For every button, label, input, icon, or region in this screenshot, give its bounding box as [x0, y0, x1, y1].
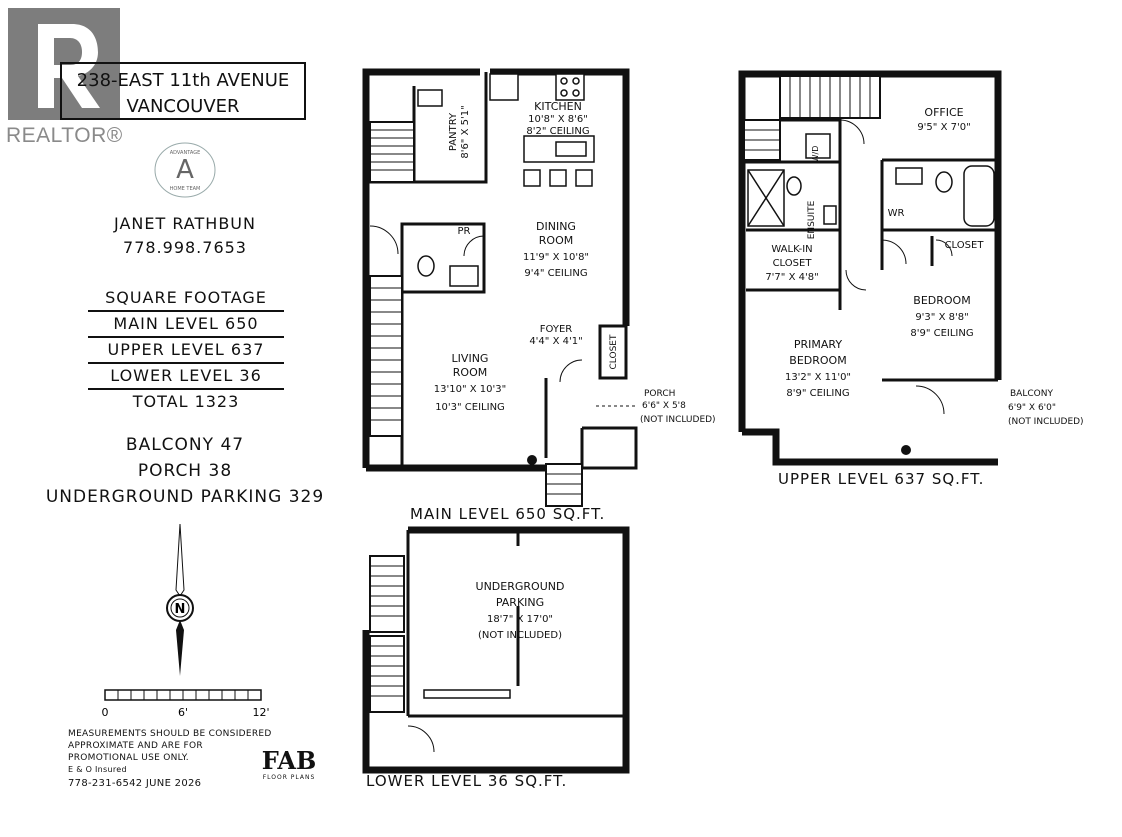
disclaimer-line-3: PROMOTIONAL USE ONLY. — [68, 753, 189, 763]
lower-level-labels — [476, 580, 565, 641]
extra-parking: UNDERGROUND PARKING 329 — [45, 487, 325, 507]
living-ceiling: 10'3" CEILING — [435, 402, 505, 413]
primary-dims: 13'2" X 11'0" — [784, 372, 852, 383]
address-line-2: VANCOUVER — [126, 96, 240, 117]
square-footage-table — [88, 286, 284, 414]
wr-label: WR — [887, 208, 905, 219]
kitchen-name: KITCHEN — [534, 100, 582, 113]
porch-note: (NOT INCLUDED) — [640, 415, 716, 425]
realtor-wordmark: REALTOR® — [6, 124, 123, 147]
balcony-dims: 6'9" X 6'0" — [1008, 403, 1057, 413]
advantage-home-team-logo — [150, 140, 220, 200]
parking-bumper — [424, 690, 510, 698]
team-logo-top: ADVANTAGE — [169, 150, 201, 156]
upper-level-plan — [736, 70, 1122, 490]
dining-name-2: ROOM — [538, 234, 574, 247]
fab-logo-name: FAB — [261, 746, 317, 775]
disclaimer-line-4: E & O Insured — [68, 765, 127, 774]
lower-level-stairs — [370, 556, 404, 712]
scale-bar — [95, 686, 275, 722]
primary-name-2: BEDROOM — [789, 354, 847, 367]
kitchen-ceiling: 8'2" CEILING — [526, 126, 590, 137]
sqft-total: TOTAL 1323 — [132, 392, 240, 411]
washer-dryer-label: W/D — [811, 145, 820, 163]
parking-name-1: UNDERGROUND — [475, 580, 565, 593]
primary-name-1: PRIMARY — [793, 338, 843, 351]
parking-dims: 18'7" X 17'0" — [486, 614, 554, 625]
fab-logo-subtitle: FLOOR PLANS — [262, 774, 316, 781]
pantry-name: PANTRY — [448, 112, 459, 152]
dining-ceiling: 9'4" CEILING — [524, 268, 588, 279]
address-box — [60, 62, 306, 120]
disclaimer-line-5: 778-231-6542 JUNE 2026 — [68, 778, 202, 789]
lower-level-plan — [360, 526, 640, 774]
foyer-closet-label: CLOSET — [609, 334, 619, 370]
address-line-1: 238-EAST 11th AVENUE — [76, 70, 290, 91]
agent-name: JANET RATHBUN — [114, 214, 256, 233]
upper-level-title: UPPER LEVEL 637 SQ.FT. — [778, 470, 985, 488]
kitchen-dims: 10'8" X 8'6" — [528, 114, 588, 125]
powder-room-label: PR — [457, 226, 471, 237]
primary-ceiling: 8'9" CEILING — [786, 388, 850, 399]
disclaimer-line-1: MEASUREMENTS SHOULD BE CONSIDERED — [68, 729, 272, 739]
disclaimer-line-2: APPROXIMATE AND ARE FOR — [68, 741, 203, 751]
extra-porch: PORCH 38 — [137, 461, 233, 481]
walkin-name-2: CLOSET — [772, 258, 812, 269]
lower-level-title: LOWER LEVEL 36 SQ.FT. — [366, 772, 568, 790]
living-name-1: LIVING — [451, 352, 489, 365]
main-level-plan — [360, 66, 760, 526]
sqft-lower: LOWER LEVEL 36 — [88, 364, 284, 390]
foyer-name: FOYER — [539, 324, 573, 335]
main-level-column-dot — [527, 455, 537, 465]
dining-dims: 11'9" X 10'8" — [522, 252, 590, 263]
sqft-main: MAIN LEVEL 650 — [88, 312, 284, 338]
scale-tick-6: 6' — [177, 706, 189, 719]
office-name: OFFICE — [924, 106, 964, 119]
upper-level-column-dot — [901, 445, 911, 455]
pantry-dims: 8'6" X 5'1" — [460, 105, 471, 159]
sqft-heading: SQUARE FOOTAGE — [88, 286, 284, 312]
agent-phone: 778.998.7653 — [123, 238, 247, 257]
bedroom-dims: 9'3" X 8'8" — [915, 312, 969, 323]
porch-dims: 6'6" X 5'8 — [642, 401, 686, 411]
extra-balcony: BALCONY 47 — [125, 435, 245, 455]
bedroom-name: BEDROOM — [913, 294, 971, 307]
walkin-name-1: WALK-IN — [771, 244, 813, 255]
scale-tick-0: 0 — [101, 706, 109, 719]
living-name-2: ROOM — [452, 366, 488, 379]
dining-name-1: DINING — [536, 220, 576, 233]
main-level-title: MAIN LEVEL 650 SQ.FT. — [410, 505, 606, 523]
lower-level-door — [408, 726, 434, 752]
bedroom-ceiling: 8'9" CEILING — [910, 328, 974, 339]
north-arrow-icon — [150, 520, 210, 680]
walkin-dims: 7'7" X 4'8" — [765, 272, 819, 283]
extra-areas — [20, 432, 350, 510]
parking-name-2: PARKING — [495, 596, 545, 609]
ensuite-label: ENSUITE — [807, 200, 817, 240]
balcony-name: BALCONY — [1010, 389, 1053, 399]
scale-tick-12: 12' — [252, 706, 270, 719]
team-logo-bottom: HOME TEAM — [169, 186, 201, 192]
living-dims: 13'10" X 10'3" — [433, 384, 507, 395]
team-logo-letter: A — [176, 155, 194, 185]
bedroom-closet-label: CLOSET — [944, 240, 984, 251]
compass-north-label: N — [174, 602, 186, 617]
fab-floor-plans-logo — [254, 748, 324, 781]
parking-note: (NOT INCLUDED) — [478, 630, 562, 641]
office-dims: 9'5" X 7'0" — [917, 122, 971, 133]
upper-level-doors — [840, 120, 952, 414]
balcony-note: (NOT INCLUDED) — [1008, 417, 1084, 427]
foyer-dims: 4'4" X 4'1" — [529, 336, 583, 347]
upper-level-fixtures — [748, 134, 994, 226]
porch-name: PORCH — [644, 389, 676, 399]
sqft-upper: UPPER LEVEL 637 — [88, 338, 284, 364]
